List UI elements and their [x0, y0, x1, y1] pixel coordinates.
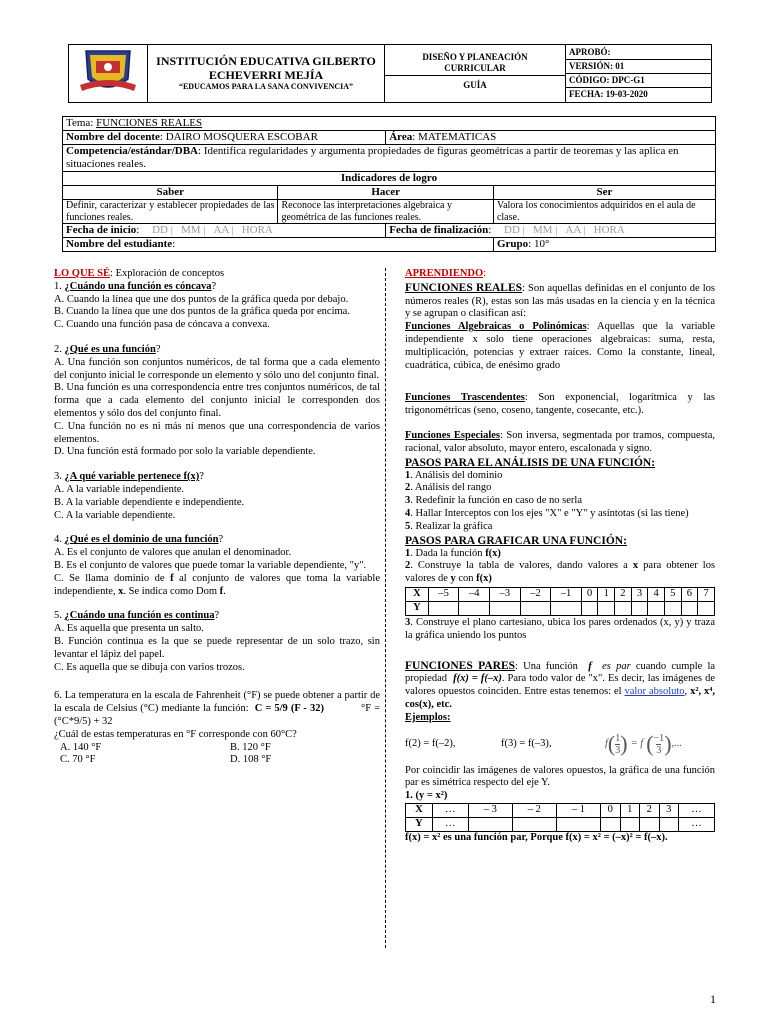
table-cell: 3	[659, 803, 679, 817]
example-3: f ( 1 3 ) = f ( −1 3 ) ,...	[605, 731, 683, 757]
table-cell	[601, 817, 621, 831]
q1-option-b[interactable]: B. Cuando la línea que une dos puntos de la gráfica queda por encima.	[54, 306, 350, 318]
table-cell[interactable]	[598, 601, 615, 615]
paso-3: 3. Redefinir la función en caso de no serla	[405, 495, 582, 507]
table-cell: – 2	[512, 803, 556, 817]
competencia-value: Identifica regularidades y argumenta propiedades de figuras geométricas a partir de teoremas y las aplica en situaciones reales.	[66, 144, 679, 170]
table-cell[interactable]	[490, 601, 521, 615]
tema-value: FUNCIONES REALES	[96, 117, 203, 129]
competencia-row: Competencia/estándar/DBA: Identifica regularidades y argumenta propiedades de figuras geométricas a partir de teoremas y las aplica en situaciones reales.	[63, 144, 716, 171]
grupo-value: 10°	[533, 238, 550, 251]
values-table-1	[405, 587, 715, 616]
fin-mm[interactable]: MM	[532, 224, 553, 237]
docente-label: Nombre del docente	[66, 130, 160, 143]
area-row: Área: MATEMATICAS	[386, 130, 716, 144]
table-cell: …	[432, 817, 468, 831]
q2-option-c[interactable]: C. Una función no es ni más ni menos que una correspondencia de varios elementos.	[54, 420, 380, 445]
especiales-paragraph: Funciones Especiales: Son inversa, segmentada por tramos, compuesta, racional, valor absoluto, mayor entero, escalonada y signo.	[405, 429, 716, 454]
q6-ask: ¿Cuál de estas temperaturas en °F corresponde con 60°C?	[54, 728, 297, 740]
q4-option-c[interactable]: C. Se llama dominio de f al conjunto de valores que toma la variable independiente, x. Se indica como Dom f.	[54, 572, 380, 597]
fecha-inicio-label: Fecha de inicio	[66, 224, 137, 237]
table-cell: –2	[520, 587, 551, 601]
table-cell: 3	[631, 587, 648, 601]
design-cell	[385, 45, 566, 103]
q6-option-b[interactable]: B. 120 °F	[230, 741, 271, 753]
table-cell[interactable]	[698, 601, 715, 615]
table-cell: 6	[681, 587, 698, 601]
q5-question: 5. ¿Cuándo una función es continua?	[54, 610, 220, 622]
inicio-hora[interactable]: HORA	[241, 224, 273, 237]
q4-option-b[interactable]: B. Es el conjunto de valores que puede tomar la variable dependiente, "y".	[54, 559, 367, 571]
table-cell	[659, 817, 679, 831]
meta-cell	[566, 45, 712, 103]
saber-heading: Saber	[63, 185, 278, 199]
aprendiendo-heading: APRENDIENDO	[405, 268, 484, 279]
hacer-heading: Hacer	[278, 185, 493, 199]
table-cell: 2	[640, 803, 660, 817]
table-cell: 0	[581, 587, 598, 601]
values-table-1-x-row	[406, 587, 715, 601]
graficar-1: 1. Dada la función f(x)	[405, 547, 501, 559]
fin-aa[interactable]: AA	[565, 224, 581, 237]
grupo-label: Grupo	[496, 238, 529, 251]
paso-2: 2. Análisis del rango	[405, 482, 492, 494]
info-table	[62, 116, 716, 252]
inicio-dd[interactable]: DD	[152, 224, 168, 237]
q6-formula-f: °F = (°C*9/5) + 32	[54, 703, 381, 727]
q3-option-b[interactable]: B. A la variable dependiente e independiente.	[54, 496, 245, 508]
fecha-inicio-cell: Fecha de inicio: DD | MM | AA | HORA	[63, 224, 386, 238]
table-cell: –1	[551, 587, 582, 601]
ser-heading: Ser	[493, 185, 715, 199]
q1-option-a[interactable]: A. Cuando la línea que une dos puntos de la gráfica queda por debajo.	[54, 293, 349, 305]
tema-label: Tema	[66, 117, 91, 129]
table-cell	[620, 817, 640, 831]
area-value: MATEMATICAS	[418, 130, 497, 143]
coincidir-paragraph: Por coincidir las imágenes de valores opuestos, la gráfica de una función par es simétrica respecto del eje Y.	[405, 764, 715, 789]
q6-option-d[interactable]: D. 108 °F	[230, 754, 272, 766]
inicio-mm[interactable]: MM	[180, 224, 201, 237]
inicio-aa[interactable]: AA	[213, 224, 229, 237]
tema-row: Tema: FUNCIONES REALES	[63, 117, 716, 131]
paso-4: 4. Hallar Interceptos con los ejes "X" e "Y" y asíntotas (si las tiene)	[405, 507, 689, 519]
q6-option-c[interactable]: C. 70 °F	[60, 754, 96, 766]
q2-question: 2. ¿Qué es una función?	[54, 343, 161, 355]
values-table-1-y-row	[406, 601, 715, 615]
table-cell: – 3	[468, 803, 512, 817]
table-cell[interactable]	[581, 601, 598, 615]
example-1-title: 1. (y = x²)	[405, 790, 448, 802]
table-cell	[468, 817, 512, 831]
q3-option-c[interactable]: C. A la variable dependiente.	[54, 509, 176, 521]
table-cell[interactable]	[428, 601, 459, 615]
funciones-pares-paragraph: FUNCIONES PARES: Una función f es par cuando cumple la propiedad f(x) = f(–x). Para todo valor de "x". Es decir, las imágenes de valores opuestos coinciden. Entre estas tenemos: el valor absoluto, x², x⁴, cos(x), etc.	[405, 659, 716, 710]
table-cell: …	[432, 803, 468, 817]
q2-option-d[interactable]: D. Una función está formado por solo la variable dependiente.	[54, 446, 316, 458]
q1-option-c[interactable]: C. Cuando una función pasa de cóncava a convexa.	[54, 319, 270, 331]
q3-question: 3. ¿A qué variable pertenece f(x)?	[54, 471, 204, 483]
table-cell: 5	[664, 587, 681, 601]
table-cell: – 1	[556, 803, 600, 817]
q6-question: 6. La temperatura en la escala de Fahrenheit (°F) se puede obtener a partir de la escala de Celsius (°C) mediante la función: C = 5/9 (F - 32) °F = (°C*9/5) + 32	[54, 690, 381, 727]
q4-question: 4. ¿Qué es el dominio de una función?	[54, 534, 224, 546]
graficar-3: 3. Construye el plano cartesiano, ubica los pares ordenados (x, y) y traza la gráfica uniendo los puntos	[405, 616, 715, 641]
grupo-cell: Grupo: 10°	[493, 238, 715, 252]
table-cell: …	[679, 817, 715, 831]
q6-options-row-2	[54, 754, 380, 767]
table-cell: X	[406, 803, 433, 817]
ejemplos-heading: Ejemplos:	[405, 711, 451, 723]
q6-formula-c: C = 5/9 (F - 32)	[254, 703, 324, 715]
column-divider	[385, 268, 386, 948]
paso-5: 5. Realizar la gráfica	[405, 520, 493, 532]
table-cell[interactable]	[631, 601, 648, 615]
algebraicas-paragraph: Funciones Algebraicas o Polinómicas: Aquellas que la variable independiente x solo tiene operaciones algebraicas: suma, resta, multiplicación, potencias y extraer raíces. Como la constante, lineal, cuadrática, cúbica, de enésimo grado	[405, 321, 716, 371]
paso-1: 1. Análisis del dominio	[405, 469, 503, 481]
right-column: APRENDIENDO: FUNCIONES REALES: Son aquellas definidas en el conjunto de los números reales (R), estas son las más usadas en la ciencia y en la técnica y se agrupan o clasifican así: Funciones Algebraicas o Polinómicas: Aquellas que la variable independiente x solo tiene operaciones algebraicas: suma, resta, multiplicación, potencias y extraer raíces. Como la constante, lineal, cuadrática, cúbica, de enésimo grado Funciones Trascendentes: Son exponencial, logarítmica y las trigonométricas (seno, coseno, tangente, cosecante, etc.). Funciones Especiales: Son inversa, segmentada por tramos, compuesta, racional, valor absoluto, mayor entero, escalonada y signo. PASOS PARA EL ANÁLISIS DE UNA FUNCIÓN: 1. Análisis del dominio 2. Análisis del rango 3. Redefinir la función en caso de no serla 4. Hallar Interceptos con los ejes "X" e "Y" y asíntotas (si las tiene) 5. Realizar la gráfica PASOS PARA GRAFICAR UNA FUNCIÓN: 1. Dada la función f(x) 2. Construye la tabla de valores, dando valores a x para obtener los valores de y con f(x) X –5 –4 –3 –2 –1 0 1 2 3 4 5 6 7 Y 3. Construye el plano cartesiano, ubica los pares ordenados (x, y) y traza la gráfica uniendo los puntos FUNCIONES PARES: Una función f es par cuando cumple la propiedad f(x) = f(–x). Para todo valor de "x". Es decir, las imágenes de valores opuestos coinciden. Entre estas tenemos: el valor absoluto, x², x⁴, cos(x), etc. Ejemplos: f(2) = f(–2), f(3) = f(–3), f ( 1 3 ) = f ( −1 3 ) ,... Por coincidir las imágenes de valores opuestos, la gráfica de una función par es simétrica respecto del eje Y. 1. (y = x²) X … – 3 – 2 – 1 0 1 2 3 … Y … … f(x) = x² es una función par, Porque f(x) = x² = (–x)² = f(–x).	[405, 268, 716, 843]
page-number: 1	[710, 992, 716, 1006]
graficar-2: 2. Construye la tabla de valores, dando valores a x para obtener los valores de y con f(x)	[405, 560, 716, 585]
docente-value: DAIRO MOSQUERA ESCOBAR	[165, 130, 318, 143]
estudiante-cell[interactable]: Nombre del estudiante:	[63, 238, 494, 252]
fecha-fin-label: Fecha de finalización	[389, 224, 489, 237]
approved: APROBÓ:	[566, 46, 711, 60]
table-cell: 0	[601, 803, 621, 817]
table-cell[interactable]	[648, 601, 665, 615]
docente-row: Nombre del docente: DAIRO MOSQUERA ESCOBAR	[63, 130, 386, 144]
table-cell[interactable]	[681, 601, 698, 615]
table-cell[interactable]	[459, 601, 490, 615]
lo-que-se-heading: LO QUE SÉ	[54, 268, 111, 279]
funciones-reales-paragraph: FUNCIONES REALES: Son aquellas definidas en el conjunto de los números reales (R), estas son las más usadas en la ciencia y en la técnica y se agrupan o clasifican así:	[405, 281, 715, 320]
table-cell: 1	[598, 587, 615, 601]
institution-name-2: ECHEVERRI MEJÍA	[208, 67, 324, 82]
competencia-label: Competencia/estándar/DBA	[66, 144, 198, 157]
design-title-2: CURRICULAR	[444, 63, 506, 74]
hacer-text: Reconoce las interpretaciones algebraica y geométrica de las funciones reales.	[278, 199, 493, 224]
example-1: f(2) = f(–2),	[405, 738, 456, 750]
q1-question: 1. ¿Cuándo una función es cóncava?	[54, 280, 217, 292]
table-cell: 7	[698, 587, 715, 601]
date: FECHA: 19-03-2020	[569, 88, 648, 99]
pasos-analisis-heading: PASOS PARA EL ANÁLISIS DE UNA FUNCIÓN:	[405, 456, 656, 469]
values-table-2-y-row	[406, 817, 715, 831]
pasos-graficar-heading: PASOS PARA GRAFICAR UNA FUNCIÓN:	[405, 534, 627, 547]
table-cell: Y	[406, 817, 433, 831]
motto: “EDUCAMOS PARA LA SANA CONVIVENCIA”	[178, 82, 354, 92]
area-label: Área	[389, 130, 413, 143]
indicadores-heading: Indicadores de logro	[63, 171, 716, 185]
table-cell[interactable]	[615, 601, 632, 615]
fin-hora[interactable]: HORA	[593, 224, 625, 237]
table-cell: …	[679, 803, 715, 817]
q5-option-b[interactable]: B. Función continua es la que se puede representar de un solo trazo, sin levantar el lápiz del papel.	[54, 635, 380, 660]
estudiante-label: Nombre del estudiante	[66, 238, 173, 251]
table-cell[interactable]	[551, 601, 582, 615]
table-cell: –5	[428, 587, 459, 601]
table-cell[interactable]	[520, 601, 551, 615]
examples-row	[405, 725, 715, 765]
q2-option-b[interactable]: B. Una función es una correspondencia entre tres conjuntos numéricos, de tal forma que a cada elemento del conjunto inicial le corresponden dos elementos y sólo dos del conjunto final.	[54, 382, 380, 419]
header-table	[68, 44, 712, 103]
fecha-fin-cell: Fecha de finalización: DD | MM | AA | HORA	[386, 224, 716, 238]
values-table-2	[405, 803, 715, 832]
version: VERSIÓN: 01	[566, 60, 711, 74]
table-cell: 2	[615, 587, 632, 601]
institution-cell	[148, 45, 385, 103]
valor-absoluto-link[interactable]: valor absoluto	[624, 686, 685, 698]
table-cell: 4	[648, 587, 665, 601]
ser-text: Valora los conocimientos adquiridos en el aula de clase.	[493, 199, 715, 224]
q5-option-c[interactable]: C. Es aquella que se dibuja con varios trozos.	[54, 661, 245, 673]
values-table-2-x-row	[406, 803, 715, 817]
q3-option-a[interactable]: A. A la variable independiente.	[54, 483, 185, 495]
table-cell: –4	[459, 587, 490, 601]
q6-option-a[interactable]: A. 140 °F	[60, 741, 102, 753]
design-title: DISEÑO Y PLANEACIÓN	[422, 52, 528, 63]
table-cell: Y	[406, 601, 429, 615]
q2-option-a[interactable]: A. Una función son conjuntos numéricos, de tal forma que a cada elemento del conjunto inicial le corresponde un elemento y sólo uno del conjunto final.	[54, 356, 381, 381]
table-cell	[556, 817, 600, 831]
institution-name: INSTITUCIÓN EDUCATIVA GILBERTO	[156, 53, 376, 68]
logo-cell	[69, 45, 148, 103]
saber-text: Definir, caracterizar y establecer propiedades de las funciones reales.	[63, 199, 278, 224]
table-cell: 1	[620, 803, 640, 817]
q5-option-a[interactable]: A. Es aquella que presenta un salto.	[54, 623, 204, 635]
guide-label: GUÍA	[463, 80, 487, 91]
lo-que-se-subtitle: : Exploración de conceptos	[110, 268, 225, 279]
fin-dd[interactable]: DD	[504, 224, 520, 237]
q4-option-a[interactable]: A. Es el conjunto de valores que anulan el denominador.	[54, 547, 292, 559]
table-cell[interactable]	[664, 601, 681, 615]
left-column	[54, 268, 380, 767]
example-2: f(3) = f(–3),	[501, 738, 552, 750]
q6-options-row-1	[54, 742, 380, 755]
school-seal-icon	[78, 45, 138, 97]
table-cell: –3	[490, 587, 521, 601]
code: CÓDIGO: DPC-G1	[566, 74, 711, 88]
final-statement: f(x) = x² es una función par, Porque f(x) = x² = (–x)² = f(–x).	[405, 831, 668, 843]
table-cell	[640, 817, 660, 831]
trascendentes-paragraph: Funciones Trascendentes: Son exponencial, logarítmica y las trigonométricas (seno, coseno, tangente, cosecante, etc.).	[405, 392, 715, 417]
table-cell	[512, 817, 556, 831]
table-cell: X	[406, 587, 429, 601]
